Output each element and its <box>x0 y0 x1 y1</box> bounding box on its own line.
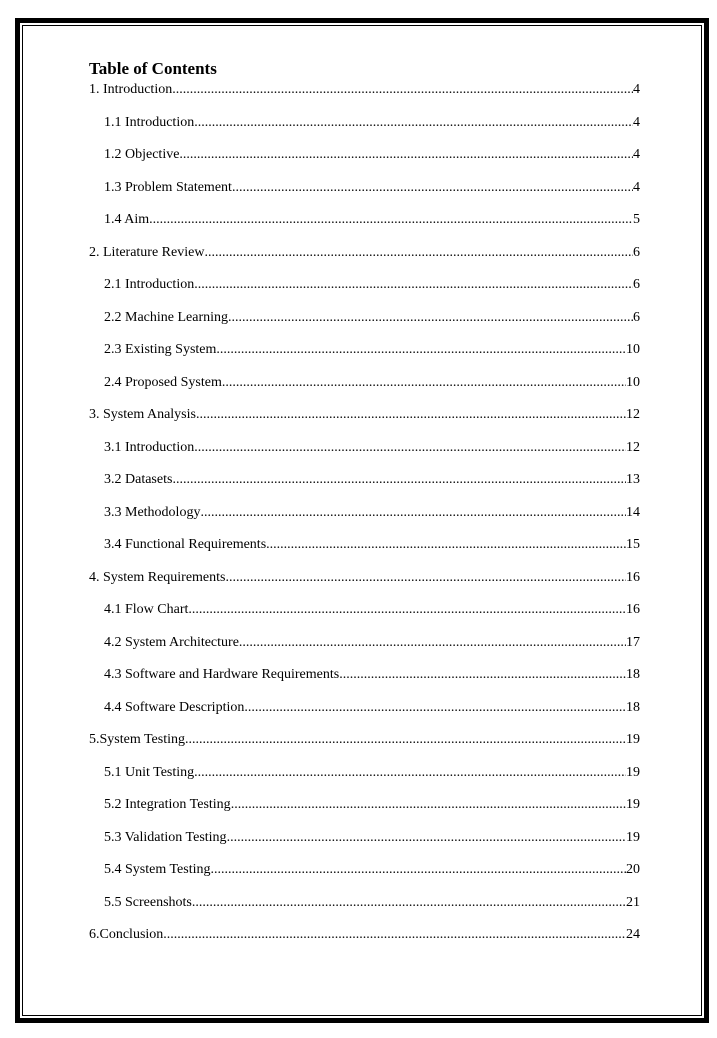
toc-entry[interactable] <box>89 505 640 538</box>
dot-leader <box>188 602 626 618</box>
toc-entry-label: 4. System Requirements <box>89 569 226 585</box>
toc-entry-page: 17 <box>626 634 640 650</box>
dot-leader <box>194 440 626 456</box>
toc-entry[interactable] <box>89 570 640 603</box>
toc-entry-label: 4.1 Flow Chart <box>104 602 189 617</box>
toc-entry[interactable] <box>89 667 640 700</box>
toc-entry-label: 1. Introduction <box>89 82 173 97</box>
dot-leader <box>227 830 626 846</box>
toc-entry-label: 2.1 Introduction <box>104 277 195 292</box>
toc-entry[interactable] <box>89 115 640 148</box>
toc-entry[interactable] <box>89 602 640 635</box>
toc-entry[interactable] <box>89 472 640 505</box>
toc-entry-label: 5.2 Integration Testing <box>104 797 231 812</box>
toc-entry-label: 1.1 Introduction <box>104 114 195 130</box>
toc-entry-page: 4 <box>633 179 640 195</box>
toc-entry[interactable] <box>89 277 640 310</box>
toc-entry-page: 16 <box>626 602 640 617</box>
toc-entry[interactable] <box>89 212 640 245</box>
dot-leader <box>172 82 633 98</box>
toc-entry-label: 3.1 Introduction <box>104 439 195 455</box>
toc-entry-page: 18 <box>626 699 640 715</box>
toc-entry[interactable] <box>89 407 640 440</box>
dot-leader <box>179 147 633 163</box>
toc-entry-page: 19 <box>626 829 640 845</box>
dot-leader <box>172 472 626 488</box>
dot-leader <box>194 765 626 781</box>
dot-leader <box>204 245 633 261</box>
toc-entry-page: 15 <box>626 537 640 552</box>
dot-leader <box>222 375 626 391</box>
toc-entry-page: 6 <box>633 244 640 260</box>
toc-entry-label: 5.System Testing <box>89 732 185 747</box>
dot-leader <box>200 505 626 521</box>
toc-entry-label: 3. System Analysis <box>89 407 196 422</box>
toc-entry[interactable] <box>89 440 640 473</box>
toc-entry[interactable] <box>89 862 640 895</box>
dot-leader <box>194 277 633 293</box>
toc-entry-page: 6 <box>633 277 640 292</box>
dot-leader <box>163 927 626 943</box>
toc-entry-label: 3.4 Functional Requirements <box>104 537 267 552</box>
dot-leader <box>194 115 633 131</box>
toc-entry-label: 4.2 System Architecture <box>104 634 239 650</box>
toc-entry-label: 5.1 Unit Testing <box>104 764 195 780</box>
toc-entry-label: 5.5 Screenshots <box>104 894 192 910</box>
toc-entry-label: 2. Literature Review <box>89 244 205 260</box>
toc-entry[interactable] <box>89 895 640 928</box>
toc-entry[interactable] <box>89 732 640 765</box>
toc-entry-label: 2.3 Existing System <box>104 342 217 357</box>
toc-entry-label: 3.3 Methodology <box>104 504 201 520</box>
dot-leader <box>228 310 633 326</box>
toc-entry[interactable] <box>89 537 640 570</box>
dot-leader <box>239 635 626 651</box>
toc-entry-page: 6 <box>633 309 640 325</box>
dot-leader <box>266 537 626 553</box>
toc-entry-page: 5 <box>633 212 640 227</box>
toc-entry[interactable] <box>89 927 640 960</box>
toc-entry[interactable] <box>89 147 640 180</box>
toc-entry[interactable] <box>89 765 640 798</box>
toc-entry-page: 16 <box>626 569 640 585</box>
toc-entry-page: 14 <box>626 504 640 520</box>
dot-leader <box>196 407 626 423</box>
dot-leader <box>232 180 633 196</box>
toc-entry-page: 12 <box>626 407 640 422</box>
toc-entry[interactable] <box>89 180 640 213</box>
dot-leader <box>192 895 626 911</box>
toc-entry-page: 18 <box>626 667 640 682</box>
toc-entry-page: 10 <box>626 342 640 357</box>
toc-entry-label: 3.2 Datasets <box>104 472 173 487</box>
toc-entry[interactable] <box>89 700 640 733</box>
toc-entry-label: 2.2 Machine Learning <box>104 309 229 325</box>
toc-entry[interactable] <box>89 830 640 863</box>
toc-list <box>89 82 640 960</box>
dot-leader <box>244 700 626 716</box>
dot-leader <box>216 342 626 358</box>
toc-entry-page: 4 <box>633 82 640 97</box>
dot-leader <box>231 797 626 813</box>
toc-entry-page: 24 <box>626 927 640 942</box>
toc-title: Table of Contents <box>89 59 217 78</box>
toc-entry[interactable] <box>89 635 640 668</box>
toc-entry-label: 1.4 Aim <box>104 212 150 227</box>
toc-entry-page: 19 <box>626 797 640 812</box>
toc-entry-label: 5.3 Validation Testing <box>104 829 227 845</box>
toc-entry-label: 1.3 Problem Statement <box>104 179 232 195</box>
toc-entry-page: 10 <box>626 374 640 390</box>
toc-entry-page: 20 <box>626 862 640 877</box>
toc-entry[interactable] <box>89 245 640 278</box>
toc-entry-page: 21 <box>626 894 640 910</box>
toc-entry[interactable] <box>89 342 640 375</box>
toc-entry-label: 6.Conclusion <box>89 927 164 942</box>
toc-entry-page: 4 <box>633 114 640 130</box>
toc-entry[interactable] <box>89 310 640 343</box>
toc-entry-page: 13 <box>626 472 640 487</box>
dot-leader <box>149 212 633 228</box>
toc-entry-page: 19 <box>626 764 640 780</box>
dot-leader <box>211 862 627 878</box>
toc-entry-label: 4.4 Software Description <box>104 699 245 715</box>
toc-entry-label: 5.4 System Testing <box>104 862 211 877</box>
toc-entry[interactable] <box>89 797 640 830</box>
toc-entry-page: 4 <box>633 147 640 162</box>
dot-leader <box>339 667 626 683</box>
dot-leader <box>185 732 626 748</box>
toc-entry-label: 2.4 Proposed System <box>104 374 222 390</box>
toc-entry[interactable] <box>89 375 640 408</box>
toc-entry-label: 4.3 Software and Hardware Requirements <box>104 667 340 682</box>
toc-entry-page: 19 <box>626 732 640 747</box>
toc-entry[interactable] <box>89 82 640 115</box>
toc-entry-page: 12 <box>626 439 640 455</box>
toc-entry-label: 1.2 Objective <box>104 147 180 162</box>
dot-leader <box>226 570 627 586</box>
